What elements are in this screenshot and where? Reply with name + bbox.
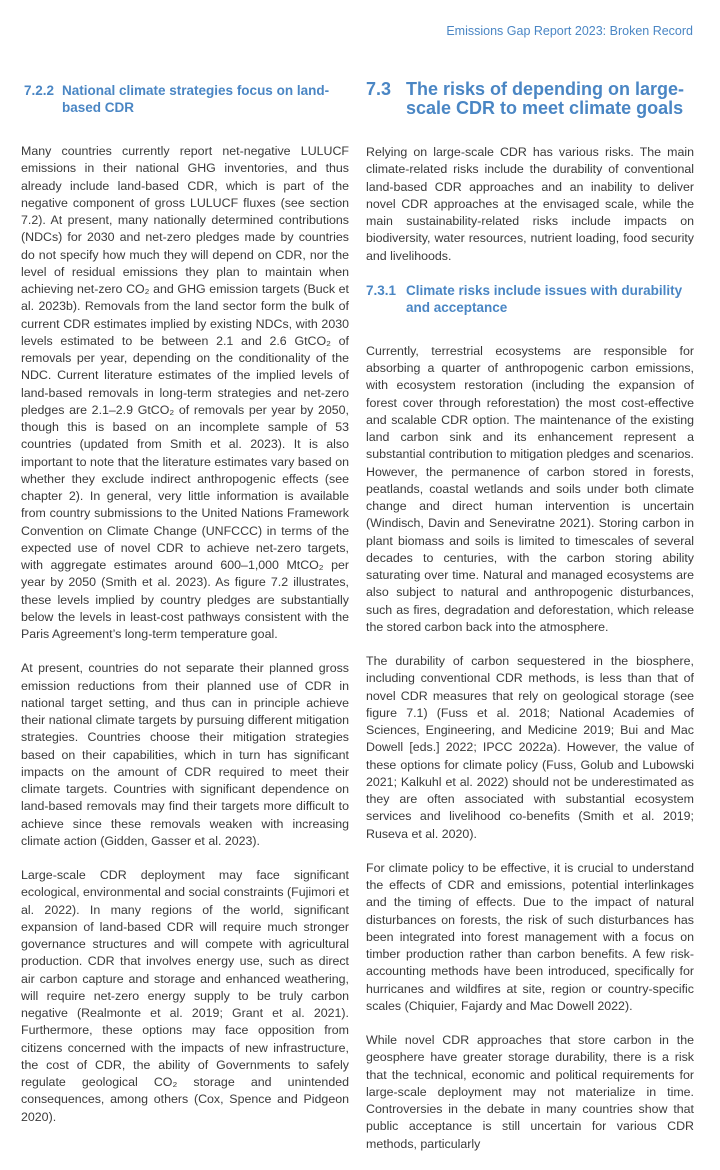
paragraph: At present, countries do not separate their planned gross emission reductions from their planned use of CDR in national target setting, and thus can in principle achieve their national climate targets by pursuing different mitigation strategies. Countries choose their mitigation strategies based on their capabilities, which in turn has significant impacts on the amount of CDR required to meet their climate targets. Countries with significant dependence on land-based removals may find their targets more difficult to achieve since these removals weaken with increasing climate action (Gidden, Gasser et al. 2023). <box>21 661 349 848</box>
section-heading-7-3 <box>366 80 694 118</box>
left-column <box>21 80 349 1143</box>
paragraph: Currently, terrestrial ecosystems are responsible for absorbing a quarter of anthropogenic carbon emissions, with ecosystem restoration (including the expansion of forest cover through reforestation) the most cost-effective and scalable CDR option. The maintenance of the existing land carbon sink and its enhancement represent a substantial contribution to mitigation pledges and scenarios. However, the permanence of carbon stored in forests, peatlands, coastal wetlands and soils under both climate change and direct human intervention is uncertain (Windisch, Davin and Seneviratne 2021). Storing carbon in plant biomass and soils is limited to timescales of several decades to centuries, with the carbon storing ability saturating over time. Natural and managed ecosystems are also subject to natural and anthropogenic disturbances, such as fires, degradation and deforestation, which release the stored carbon back into the atmosphere. <box>366 343 694 634</box>
section-number: 7.3 <box>366 79 392 99</box>
section-title: Climate risks include issues with durability and acceptance <box>406 282 683 315</box>
right-column <box>366 80 694 1170</box>
section-heading-7-2-2 <box>24 82 349 116</box>
section-number: 7.3.1 <box>366 282 397 298</box>
paragraph: For climate policy to be effective, it is crucial to understand the effects of CDR and emissions, potential interlinkages and the timing of effects. Due to the impact of natural disturbances on forests, the risk of such disturbances has been integrated into forest management with a focus on timber production rather than carbon benefits. A few risk-accounting methods have been introduced, specifically for hurricanes and wildfires at site, region or country-specific scales (Chiquier, Fajardy and Mac Dowell 2022). <box>366 860 694 1013</box>
paragraph: While novel CDR approaches that store carbon in the geosphere have greater storage durability, there is a risk that the technical, economic and political requirements for large-scale deployment may not materialize in time. Controversies in the debate in many countries show that public acceptance is still uncertain for various CDR methods, particularly <box>366 1033 694 1151</box>
paragraph: Many countries currently report net-negative LULUCF emissions in their national GHG inventories, and thus already include land-based CDR, which is part of the negative component of gross LULUCF fluxes (see section 7.2). At present, many nationally determined contributions (NDCs) for 2030 and net-zero pledges made by countries do not specify how much they will depend on CDR, nor the level of residual emissions they plan to maintain when achieving net-zero CO₂ and GHG emission targets (Buck et al. 2023b). Removals from the land sector form the bulk of current CDR estimates implied by existing NDCs, with 2030 levels estimated to be between 2.1 and 2.6 GtCO₂ of removals per year, depending on the conditionality of the NDC. Current literature estimates of the implied levels of land-based removals in long-term strategies and net-zero pledges are 2.1–2.9 GtCO₂ of removals per year by 2050, though this is based on an incomplete sample of 53 countries (updated from Smith et al. 2023). It is also important to note that the literature estimates vary based on whether they exclude indirect anthropogenic effects (see chapter 2). In general, very little information is available from country submissions to the United Nations Framework Convention on Climate Change (UNFCCC) in terms of the expected use of novel CDR to achieve net-zero targets, with aggregate estimates around 600–1,000 MtCO₂ per year by 2050 (Smith et al. 2023). As figure 7.2 illustrates, these levels implied by country pledges are substantially below the levels in least-cost pathways consistent with the Paris Agreement’s long-term temperature goal. <box>21 144 349 641</box>
paragraph: The durability of carbon sequestered in the biosphere, including conventional CDR methods, is less than that of novel CDR measures that rely on geological storage (see figure 7.1) (Fuss et al. 2018; National Academies of Sciences, Engineering, and Medicine 2019; Bui and Mac Dowell [eds.] 2022; IPCC 2022a). However, the value of these options for climate policy (Fuss, Golub and Lubowski 2021; Kalkuhl et al. 2022) should not be underestimated as they are often associated with substantial ecosystem services and livelihood co-benefits (Smith et al. 2019; Ruseva et al. 2020). <box>366 654 694 841</box>
running-header: Emissions Gap Report 2023: Broken Record <box>446 24 693 38</box>
section-title: National climate strategies focus on land-based CDR <box>62 83 330 115</box>
section-heading-7-3-1 <box>366 282 694 316</box>
paragraph: Relying on large-scale CDR has various risks. The main climate-related risks include the durability of conventional land-based CDR approaches and an inability to deliver novel CDR approaches at the envisaged scale, while the main sustainability-related risks include impacts on biodiversity, water resources, nutrient loading, food security and livelihoods. <box>366 145 694 263</box>
section-number: 7.2.2 <box>24 83 55 98</box>
paragraph: Large-scale CDR deployment may face significant ecological, environmental and social constraints (Fujimori et al. 2022). In many regions of the world, significant expansion of land-based CDR will require much stronger governance structures and will compete with agricultural production. CDR that involves energy use, such as direct air carbon capture and storage and enhanced weathering, will require net-zero energy supply to be truly carbon negative (Realmonte et al. 2019; Grant et al. 2021). Furthermore, these options may face opposition from citizens concerned with the impacts of new infrastructure, the cost of CDR, the ability of Governments to safely regulate geological CO₂ storage and unintended consequences, among others (Cox, Spence and Pidgeon 2020). <box>21 868 349 1124</box>
section-title: The risks of depending on large-scale CDR to meet climate goals <box>406 79 685 118</box>
